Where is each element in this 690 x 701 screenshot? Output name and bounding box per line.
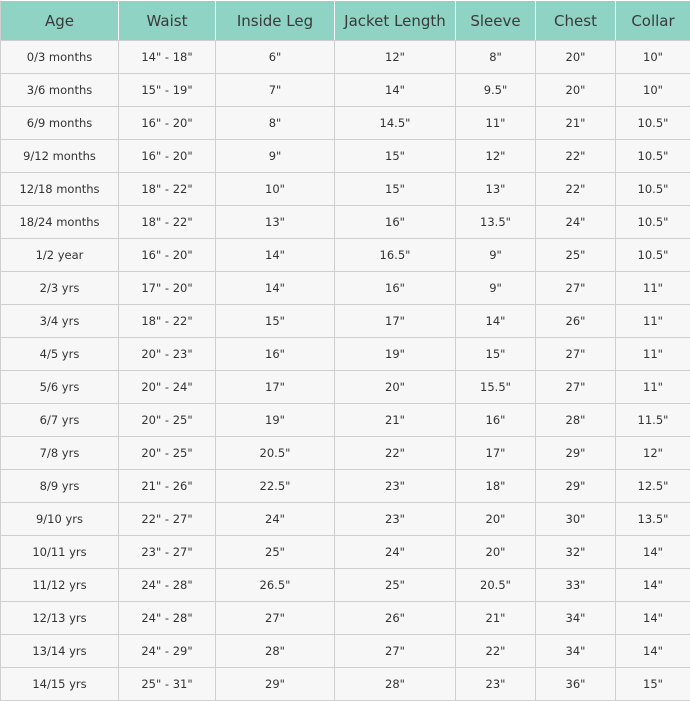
collar-cell: 14" bbox=[616, 635, 690, 668]
sleeve-cell: 20" bbox=[456, 536, 536, 569]
chest-cell: 22" bbox=[536, 173, 616, 206]
collar-cell: 11.5" bbox=[616, 404, 690, 437]
waist-cell: 20" - 25" bbox=[119, 404, 216, 437]
jacket-length-cell: 24" bbox=[335, 536, 456, 569]
chest-cell: 21" bbox=[536, 107, 616, 140]
chest-cell: 34" bbox=[536, 602, 616, 635]
table-row bbox=[1, 668, 690, 701]
inside-leg-cell: 20.5" bbox=[216, 437, 335, 470]
collar-cell: 10" bbox=[616, 74, 690, 107]
chest-cell: 22" bbox=[536, 140, 616, 173]
sleeve-cell: 16" bbox=[456, 404, 536, 437]
jacket-length-cell: 16" bbox=[335, 206, 456, 239]
sleeve-cell: 9.5" bbox=[456, 74, 536, 107]
chest-cell: 26" bbox=[536, 305, 616, 338]
column-header-age: Age bbox=[1, 1, 119, 41]
inside-leg-cell: 8" bbox=[216, 107, 335, 140]
inside-leg-cell: 6" bbox=[216, 41, 335, 74]
column-header-waist: Waist bbox=[119, 1, 216, 41]
table-row bbox=[1, 470, 690, 503]
waist-cell: 18" - 22" bbox=[119, 305, 216, 338]
column-header-jacket-length: Jacket Length bbox=[335, 1, 456, 41]
inside-leg-cell: 24" bbox=[216, 503, 335, 536]
sleeve-cell: 23" bbox=[456, 668, 536, 701]
inside-leg-cell: 14" bbox=[216, 239, 335, 272]
chest-cell: 27" bbox=[536, 272, 616, 305]
waist-cell: 20" - 24" bbox=[119, 371, 216, 404]
column-header-inside-leg: Inside Leg bbox=[216, 1, 335, 41]
jacket-length-cell: 25" bbox=[335, 569, 456, 602]
waist-cell: 18" - 22" bbox=[119, 206, 216, 239]
sleeve-cell: 18" bbox=[456, 470, 536, 503]
age-cell: 12/18 months bbox=[1, 173, 119, 206]
collar-cell: 13.5" bbox=[616, 503, 690, 536]
age-cell: 3/4 yrs bbox=[1, 305, 119, 338]
age-cell: 11/12 yrs bbox=[1, 569, 119, 602]
collar-cell: 11" bbox=[616, 272, 690, 305]
sleeve-cell: 15.5" bbox=[456, 371, 536, 404]
jacket-length-cell: 14" bbox=[335, 74, 456, 107]
age-cell: 6/9 months bbox=[1, 107, 119, 140]
inside-leg-cell: 7" bbox=[216, 74, 335, 107]
waist-cell: 22" - 27" bbox=[119, 503, 216, 536]
inside-leg-cell: 28" bbox=[216, 635, 335, 668]
table-row bbox=[1, 635, 690, 668]
chest-cell: 32" bbox=[536, 536, 616, 569]
age-cell: 1/2 year bbox=[1, 239, 119, 272]
waist-cell: 20" - 25" bbox=[119, 437, 216, 470]
sleeve-cell: 12" bbox=[456, 140, 536, 173]
waist-cell: 23" - 27" bbox=[119, 536, 216, 569]
chest-cell: 28" bbox=[536, 404, 616, 437]
age-cell: 12/13 yrs bbox=[1, 602, 119, 635]
collar-cell: 15" bbox=[616, 668, 690, 701]
table-row bbox=[1, 41, 690, 74]
table-row bbox=[1, 404, 690, 437]
table-row bbox=[1, 206, 690, 239]
waist-cell: 24" - 28" bbox=[119, 569, 216, 602]
age-cell: 9/12 months bbox=[1, 140, 119, 173]
jacket-length-cell: 23" bbox=[335, 503, 456, 536]
inside-leg-cell: 22.5" bbox=[216, 470, 335, 503]
jacket-length-cell: 20" bbox=[335, 371, 456, 404]
waist-cell: 15" - 19" bbox=[119, 74, 216, 107]
table-row bbox=[1, 173, 690, 206]
sleeve-cell: 9" bbox=[456, 239, 536, 272]
waist-cell: 16" - 20" bbox=[119, 140, 216, 173]
header-row bbox=[1, 1, 690, 41]
jacket-length-cell: 27" bbox=[335, 635, 456, 668]
inside-leg-cell: 26.5" bbox=[216, 569, 335, 602]
waist-cell: 24" - 28" bbox=[119, 602, 216, 635]
chest-cell: 20" bbox=[536, 74, 616, 107]
table-row bbox=[1, 569, 690, 602]
waist-cell: 16" - 20" bbox=[119, 239, 216, 272]
table-row bbox=[1, 107, 690, 140]
collar-cell: 10.5" bbox=[616, 206, 690, 239]
collar-cell: 14" bbox=[616, 536, 690, 569]
sleeve-cell: 15" bbox=[456, 338, 536, 371]
collar-cell: 11" bbox=[616, 305, 690, 338]
age-cell: 4/5 yrs bbox=[1, 338, 119, 371]
column-header-collar: Collar bbox=[616, 1, 690, 41]
collar-cell: 10" bbox=[616, 41, 690, 74]
waist-cell: 25" - 31" bbox=[119, 668, 216, 701]
table-row bbox=[1, 503, 690, 536]
inside-leg-cell: 27" bbox=[216, 602, 335, 635]
jacket-length-cell: 15" bbox=[335, 140, 456, 173]
sleeve-cell: 11" bbox=[456, 107, 536, 140]
chest-cell: 27" bbox=[536, 338, 616, 371]
sleeve-cell: 20" bbox=[456, 503, 536, 536]
collar-cell: 12.5" bbox=[616, 470, 690, 503]
sleeve-cell: 20.5" bbox=[456, 569, 536, 602]
collar-cell: 10.5" bbox=[616, 239, 690, 272]
table-body bbox=[1, 41, 690, 701]
table-row bbox=[1, 536, 690, 569]
table-row bbox=[1, 305, 690, 338]
jacket-length-cell: 19" bbox=[335, 338, 456, 371]
collar-cell: 14" bbox=[616, 569, 690, 602]
collar-cell: 10.5" bbox=[616, 173, 690, 206]
table-row bbox=[1, 239, 690, 272]
sleeve-cell: 21" bbox=[456, 602, 536, 635]
sleeve-cell: 17" bbox=[456, 437, 536, 470]
inside-leg-cell: 14" bbox=[216, 272, 335, 305]
column-header-sleeve: Sleeve bbox=[456, 1, 536, 41]
table-row bbox=[1, 272, 690, 305]
age-cell: 8/9 yrs bbox=[1, 470, 119, 503]
chest-cell: 29" bbox=[536, 470, 616, 503]
collar-cell: 10.5" bbox=[616, 140, 690, 173]
sleeve-cell: 8" bbox=[456, 41, 536, 74]
inside-leg-cell: 29" bbox=[216, 668, 335, 701]
table-row bbox=[1, 338, 690, 371]
waist-cell: 16" - 20" bbox=[119, 107, 216, 140]
age-cell: 5/6 yrs bbox=[1, 371, 119, 404]
sleeve-cell: 22" bbox=[456, 635, 536, 668]
collar-cell: 11" bbox=[616, 338, 690, 371]
age-cell: 13/14 yrs bbox=[1, 635, 119, 668]
chest-cell: 33" bbox=[536, 569, 616, 602]
sleeve-cell: 13.5" bbox=[456, 206, 536, 239]
table-row bbox=[1, 74, 690, 107]
jacket-length-cell: 15" bbox=[335, 173, 456, 206]
table-row bbox=[1, 140, 690, 173]
waist-cell: 24" - 29" bbox=[119, 635, 216, 668]
collar-cell: 11" bbox=[616, 371, 690, 404]
inside-leg-cell: 17" bbox=[216, 371, 335, 404]
waist-cell: 21" - 26" bbox=[119, 470, 216, 503]
inside-leg-cell: 15" bbox=[216, 305, 335, 338]
age-cell: 9/10 yrs bbox=[1, 503, 119, 536]
inside-leg-cell: 16" bbox=[216, 338, 335, 371]
table-row bbox=[1, 602, 690, 635]
chest-cell: 24" bbox=[536, 206, 616, 239]
chest-cell: 25" bbox=[536, 239, 616, 272]
sleeve-cell: 9" bbox=[456, 272, 536, 305]
age-cell: 0/3 months bbox=[1, 41, 119, 74]
waist-cell: 14" - 18" bbox=[119, 41, 216, 74]
jacket-length-cell: 23" bbox=[335, 470, 456, 503]
column-header-chest: Chest bbox=[536, 1, 616, 41]
jacket-length-cell: 17" bbox=[335, 305, 456, 338]
age-cell: 14/15 yrs bbox=[1, 668, 119, 701]
collar-cell: 14" bbox=[616, 602, 690, 635]
table-row bbox=[1, 437, 690, 470]
inside-leg-cell: 19" bbox=[216, 404, 335, 437]
age-cell: 6/7 yrs bbox=[1, 404, 119, 437]
age-cell: 3/6 months bbox=[1, 74, 119, 107]
age-cell: 2/3 yrs bbox=[1, 272, 119, 305]
waist-cell: 20" - 23" bbox=[119, 338, 216, 371]
sleeve-cell: 13" bbox=[456, 173, 536, 206]
jacket-length-cell: 12" bbox=[335, 41, 456, 74]
jacket-length-cell: 21" bbox=[335, 404, 456, 437]
sleeve-cell: 14" bbox=[456, 305, 536, 338]
jacket-length-cell: 16.5" bbox=[335, 239, 456, 272]
jacket-length-cell: 16" bbox=[335, 272, 456, 305]
chest-cell: 34" bbox=[536, 635, 616, 668]
collar-cell: 10.5" bbox=[616, 107, 690, 140]
jacket-length-cell: 14.5" bbox=[335, 107, 456, 140]
chest-cell: 36" bbox=[536, 668, 616, 701]
age-cell: 18/24 months bbox=[1, 206, 119, 239]
chest-cell: 27" bbox=[536, 371, 616, 404]
waist-cell: 17" - 20" bbox=[119, 272, 216, 305]
collar-cell: 12" bbox=[616, 437, 690, 470]
chest-cell: 29" bbox=[536, 437, 616, 470]
jacket-length-cell: 22" bbox=[335, 437, 456, 470]
chest-cell: 30" bbox=[536, 503, 616, 536]
age-cell: 7/8 yrs bbox=[1, 437, 119, 470]
inside-leg-cell: 10" bbox=[216, 173, 335, 206]
waist-cell: 18" - 22" bbox=[119, 173, 216, 206]
table-row bbox=[1, 371, 690, 404]
chest-cell: 20" bbox=[536, 41, 616, 74]
inside-leg-cell: 13" bbox=[216, 206, 335, 239]
inside-leg-cell: 25" bbox=[216, 536, 335, 569]
inside-leg-cell: 9" bbox=[216, 140, 335, 173]
jacket-length-cell: 26" bbox=[335, 602, 456, 635]
jacket-length-cell: 28" bbox=[335, 668, 456, 701]
age-cell: 10/11 yrs bbox=[1, 536, 119, 569]
